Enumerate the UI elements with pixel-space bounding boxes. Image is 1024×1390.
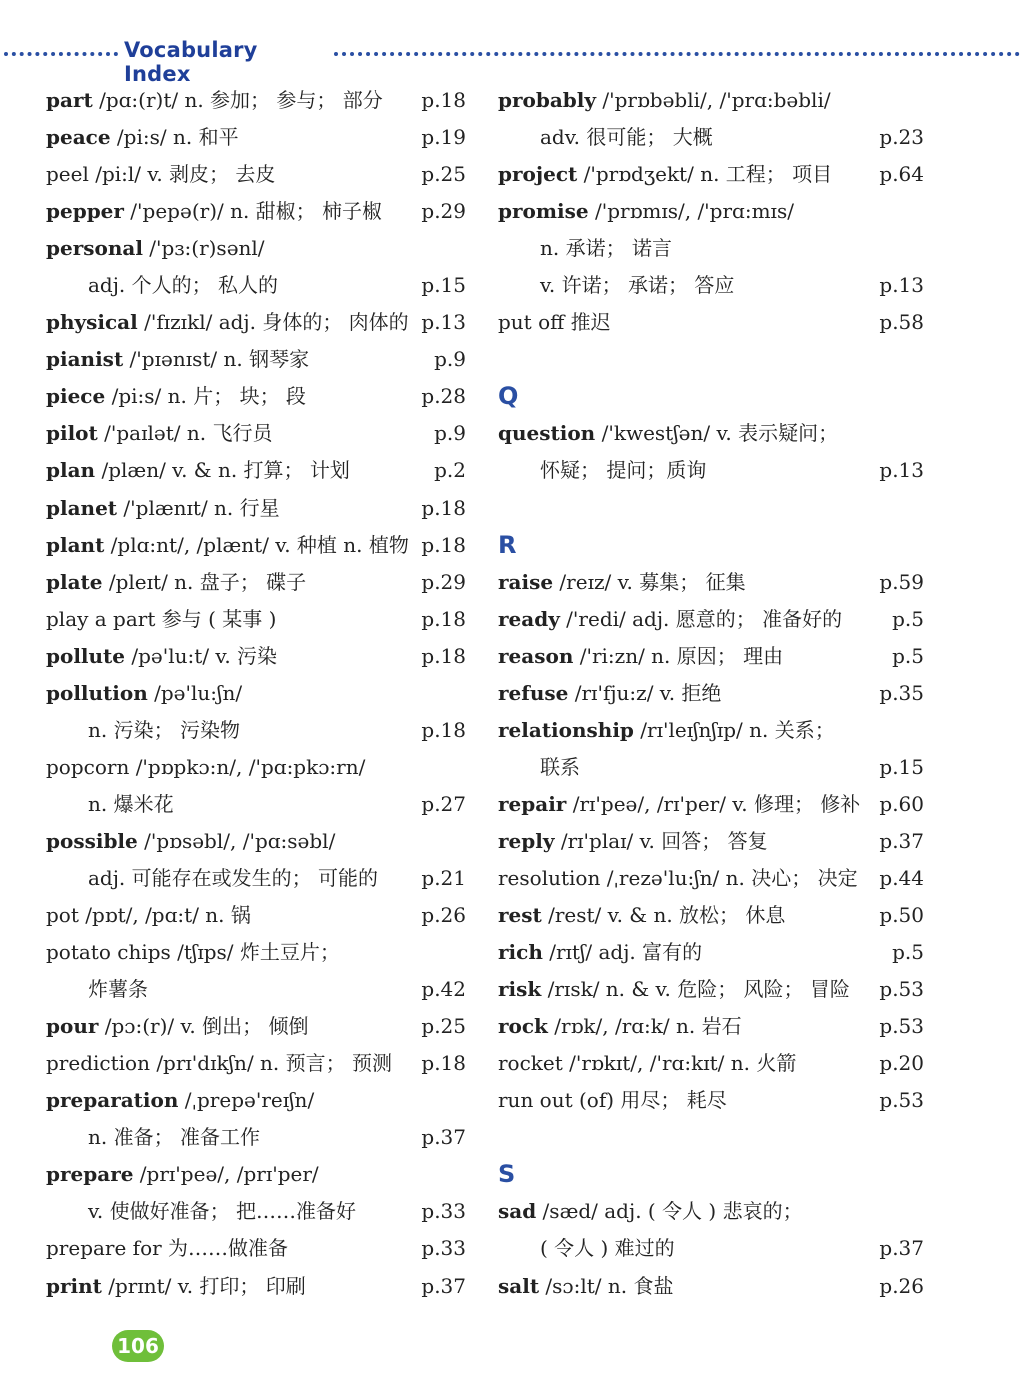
- page-reference: p.37: [421, 1273, 466, 1298]
- entry-text: [46, 1274, 306, 1298]
- vocab-entry: [498, 1268, 924, 1305]
- definition: /ˌprepə'reɪʃn/: [178, 1088, 315, 1113]
- vocab-entry: [498, 193, 924, 230]
- vocab-entry: [46, 601, 466, 638]
- vocab-entry: [46, 897, 466, 934]
- definition: /pɔ:(r)/ v. 倒出； 倾倒: [98, 1014, 309, 1039]
- entry-text: [498, 162, 832, 186]
- vocab-entry: [46, 1082, 466, 1119]
- vocab-entry: [46, 1156, 466, 1193]
- definition: n. 准备； 准备工作: [88, 1125, 260, 1150]
- definition: rocket /'rɒkɪt/, /'rɑ:kɪt/ n. 火箭: [498, 1051, 797, 1076]
- headword: plate: [46, 569, 103, 594]
- entry-text: [498, 570, 746, 594]
- definition: /'pepə(r)/ n. 甜椒； 柿子椒: [123, 199, 383, 224]
- headword: piece: [46, 384, 106, 409]
- vocab-entry: [498, 490, 924, 527]
- page-reference: p.9: [434, 421, 466, 446]
- entry-text: [46, 1088, 314, 1112]
- page-reference: p.29: [421, 199, 466, 224]
- definition: n. 承诺； 诺言: [540, 236, 672, 261]
- headword: raise: [498, 569, 554, 594]
- vocab-entry: [498, 860, 924, 897]
- page-reference: p.13: [879, 458, 924, 483]
- entry-text: [46, 310, 409, 334]
- definition: v. 许诺； 承诺； 答应: [540, 273, 735, 298]
- headword: risk: [498, 977, 542, 1002]
- entry-text: [498, 1014, 742, 1038]
- vocab-entry: [46, 490, 466, 527]
- entry-text: [498, 1088, 727, 1112]
- header-dotted-rule-left: [4, 52, 118, 56]
- headword: promise: [498, 199, 589, 224]
- entry-text: [498, 1236, 675, 1260]
- definition: /pə'lu:ʃn/: [147, 680, 243, 705]
- vocab-entry: [46, 1268, 466, 1305]
- entry-text: [498, 940, 702, 964]
- entry-text: [46, 792, 174, 816]
- vocab-entry: [498, 230, 924, 267]
- page-reference: p.53: [879, 1014, 924, 1039]
- headword: planet: [46, 495, 118, 520]
- vocab-entry: [498, 934, 924, 971]
- definition: /'ri:zn/ n. 原因； 理由: [573, 643, 784, 668]
- page-reference: p.60: [879, 791, 924, 816]
- vocab-entry: [46, 786, 466, 823]
- definition: adj. 可能存在或发生的； 可能的: [88, 865, 378, 890]
- definition: /prɪnt/ v. 打印； 印刷: [101, 1273, 306, 1298]
- vocab-entry: [46, 1230, 466, 1267]
- page-reference: p.26: [879, 1273, 924, 1298]
- entry-text: [46, 903, 251, 927]
- entry-text: [46, 458, 350, 482]
- vocab-entry: [498, 675, 924, 712]
- entry-text: [498, 421, 838, 445]
- vocab-entry: [498, 1008, 924, 1045]
- definition: /rest/ v. & n. 放松； 休息: [541, 903, 786, 928]
- entry-text: [46, 273, 278, 297]
- page-reference: p.44: [879, 865, 924, 890]
- vocab-entry: [498, 712, 924, 749]
- definition: run out (of) 用尽； 耗尽: [498, 1088, 727, 1113]
- entry-text: [498, 458, 706, 482]
- headword: reply: [498, 828, 555, 853]
- vocab-entry: [46, 82, 466, 119]
- entry-text: [498, 866, 858, 890]
- vocab-entry: [498, 1045, 924, 1082]
- vocab-entry: [498, 341, 924, 378]
- definition: v. 使做好准备； 把……准备好: [88, 1199, 356, 1224]
- definition: /prɪ'peə/, /prɪ'per/: [133, 1162, 319, 1187]
- vocab-entry: [46, 1008, 466, 1045]
- page-reference: p.29: [421, 569, 466, 594]
- headword: reason: [498, 643, 574, 668]
- definition: /'prɒmɪs/, /'prɑ:mɪs/: [588, 199, 794, 224]
- headword: question: [498, 421, 596, 446]
- entry-text: [46, 88, 383, 112]
- definition: /pleɪt/ n. 盘子； 碟子: [102, 569, 307, 594]
- vocab-entry: [498, 304, 924, 341]
- vocab-entry: [46, 304, 466, 341]
- page-reference: p.18: [421, 532, 466, 557]
- definition: /rɪsk/ n. & v. 危险； 风险； 冒险: [541, 977, 850, 1002]
- headword: part: [46, 88, 93, 112]
- page-reference: p.37: [879, 1236, 924, 1261]
- page-reference: p.23: [879, 125, 924, 150]
- definition: /'prɒbəbli/, /'prɑ:bəbli/: [596, 88, 831, 112]
- page-reference: p.33: [421, 1236, 466, 1261]
- page-reference: p.64: [879, 162, 924, 187]
- vocab-entry: [498, 564, 924, 601]
- page-reference: p.18: [421, 1051, 466, 1076]
- headword: refuse: [498, 680, 569, 705]
- page-reference: p.58: [879, 310, 924, 335]
- entry-text: [46, 570, 306, 594]
- vocab-entry: [46, 823, 466, 860]
- entry-text: [498, 310, 611, 334]
- definition: ( 令人 ) 难过的: [540, 1236, 675, 1261]
- page-reference: p.2: [434, 458, 466, 483]
- definition: /sæd/ adj. ( 令人 ) 悲哀的；: [536, 1199, 803, 1224]
- entry-text: [46, 718, 240, 742]
- entry-text: [498, 1051, 796, 1075]
- entry-text: [46, 681, 242, 705]
- entry-text: [498, 718, 835, 742]
- vocab-entry: [46, 193, 466, 230]
- definition: /'fɪzɪkl/ adj. 身体的； 肉体的: [137, 310, 409, 335]
- headword: sad: [498, 1199, 537, 1224]
- section-title: Vocabulary Index: [124, 38, 258, 86]
- page-reference: p.50: [879, 903, 924, 928]
- vocab-entry: [46, 971, 466, 1008]
- definition: /'pɪənɪst/ n. 钢琴家: [123, 347, 310, 372]
- entry-text: [46, 125, 239, 149]
- page-number-badge: 106: [112, 1330, 164, 1362]
- definition: /pi:s/ n. 和平: [110, 125, 239, 150]
- entry-text: [498, 236, 672, 260]
- entry-text: [498, 1199, 803, 1223]
- definition: prediction /prɪ'dɪkʃn/ n. 预言； 预测: [46, 1051, 392, 1076]
- vocab-entry: [46, 341, 466, 378]
- definition: potato chips /tʃɪps/ 炸土豆片；: [46, 940, 340, 965]
- entry-text: [498, 829, 768, 853]
- definition: /rɒk/, /rɑ:k/ n. 岩石: [547, 1014, 742, 1039]
- vocab-entry: [498, 1230, 924, 1267]
- definition: /pə'lu:t/ v. 污染: [125, 643, 278, 668]
- vocab-entry: [46, 934, 466, 971]
- entry-text: [46, 1014, 309, 1038]
- entry-text: [46, 236, 265, 260]
- entry-text: [498, 199, 794, 223]
- page-reference: p.18: [421, 643, 466, 668]
- page-reference: p.42: [421, 977, 466, 1002]
- vocab-entry: [498, 82, 924, 119]
- page-reference: p.19: [421, 125, 466, 150]
- definition: /rɪ'peə/, /rɪ'per/ v. 修理； 修补: [566, 791, 861, 816]
- vocab-entry: [46, 749, 466, 786]
- headword: print: [46, 1273, 102, 1298]
- entry-text: [498, 125, 713, 149]
- page-reference: p.53: [879, 1088, 924, 1113]
- entry-text: [46, 1051, 392, 1075]
- vocab-entry: [46, 638, 466, 675]
- definition: resolution /ˌrezə'lu:ʃn/ n. 决心； 决定: [498, 865, 858, 890]
- page-reference: p.18: [421, 717, 466, 742]
- headword: possible: [46, 828, 138, 853]
- vocab-entry: [498, 415, 924, 452]
- vocab-entry: [46, 1119, 466, 1156]
- definition: /reɪz/ v. 募集； 征集: [553, 569, 746, 594]
- vocab-entry: [46, 378, 466, 415]
- definition: /'pɒsəbl/, /'pɑ:səbl/: [137, 828, 336, 853]
- entry-text: [46, 644, 277, 668]
- definition: n. 爆米花: [88, 791, 174, 816]
- entry-text: [46, 199, 382, 223]
- letter-heading-label: Q: [498, 382, 519, 411]
- page-reference: p.21: [421, 865, 466, 890]
- definition: /rɪ'fju:z/ v. 拒绝: [568, 680, 722, 705]
- entry-text: [46, 162, 275, 186]
- vocab-entry: [498, 823, 924, 860]
- vocab-entry: [46, 860, 466, 897]
- headword: preparation: [46, 1088, 179, 1113]
- headword: pilot: [46, 421, 98, 446]
- vocab-entry: [498, 1082, 924, 1119]
- definition: popcorn /'pɒpkɔ:n/, /'pɑ:pkɔ:rn/: [46, 754, 366, 779]
- entry-text: [498, 755, 580, 779]
- page-reference: p.18: [421, 606, 466, 631]
- page-reference: p.15: [421, 273, 466, 298]
- definition: pot /pɒt/, /pɑ:t/ n. 锅: [46, 903, 251, 928]
- vocab-entry: [498, 156, 924, 193]
- definition: /sɔ:lt/ n. 食盐: [539, 1273, 674, 1298]
- definition: play a part 参与 ( 某事 ): [46, 606, 277, 631]
- vocab-entry: [46, 1045, 466, 1082]
- headword: rest: [498, 903, 542, 928]
- entry-text: [498, 903, 785, 927]
- definition: /'plænɪt/ n. 行星: [117, 495, 280, 520]
- entry-text: [46, 1199, 356, 1223]
- page-reference: p.25: [421, 1014, 466, 1039]
- headword: peace: [46, 125, 111, 150]
- definition: prepare for 为……做准备: [46, 1236, 289, 1261]
- headword: salt: [498, 1273, 540, 1298]
- page-reference: p.27: [421, 791, 466, 816]
- vocab-entry: [46, 156, 466, 193]
- headword: plan: [46, 458, 96, 483]
- entry-text: [46, 533, 409, 557]
- vocab-entry: [498, 897, 924, 934]
- headword: relationship: [498, 717, 634, 742]
- definition: /rɪ'plaɪ/ v. 回答； 答复: [554, 828, 768, 853]
- right-column: [498, 82, 924, 1305]
- left-column: [46, 82, 466, 1305]
- headword: plant: [46, 532, 105, 557]
- definition: put off 推迟: [498, 310, 611, 335]
- page-reference: p.35: [879, 680, 924, 705]
- headword: pollute: [46, 643, 126, 668]
- page-reference: p.18: [421, 88, 466, 112]
- headword: personal: [46, 236, 143, 261]
- definition: adj. 个人的； 私人的: [88, 273, 278, 298]
- entry-text: [498, 607, 842, 631]
- entry-text: [46, 755, 365, 779]
- entry-text: [46, 347, 309, 371]
- headword: project: [498, 162, 578, 187]
- entry-text: [498, 681, 721, 705]
- vocab-entry: [498, 971, 924, 1008]
- entry-text: [46, 607, 276, 631]
- definition: peel /pi:l/ v. 剥皮； 去皮: [46, 162, 276, 187]
- page-reference: p.28: [421, 384, 466, 409]
- vocab-entry: [498, 638, 924, 675]
- headword: prepare: [46, 1162, 134, 1187]
- vocab-entry: [46, 712, 466, 749]
- headword: pollution: [46, 680, 148, 705]
- definition: adv. 很可能； 大概: [540, 125, 713, 150]
- vocab-entry: [498, 749, 924, 786]
- page-reference: p.13: [421, 310, 466, 335]
- entry-text: [46, 1236, 288, 1260]
- entry-text: [46, 829, 335, 853]
- definition: /plæn/ v. & n. 打算； 计划: [95, 458, 350, 483]
- vocab-entry: [46, 675, 466, 712]
- definition: /plɑ:nt/, /plænt/ v. 种植 n. 植物: [104, 532, 409, 557]
- vocab-entry: [498, 1193, 924, 1230]
- vocab-entry: [498, 119, 924, 156]
- vocab-entry: [498, 452, 924, 489]
- headword: pour: [46, 1014, 99, 1039]
- vocab-entry: [498, 1119, 924, 1156]
- letter-heading: [498, 1156, 924, 1193]
- headword: pianist: [46, 347, 124, 372]
- entry-text: [46, 384, 306, 408]
- page-reference: p.15: [879, 754, 924, 779]
- definition: /pɑ:(r)t/ n. 参加； 参与； 部分: [92, 88, 383, 112]
- page-reference: p.25: [421, 162, 466, 187]
- definition: /'paɪlət/ n. 飞行员: [97, 421, 273, 446]
- page-reference: p.13: [879, 273, 924, 298]
- headword: ready: [498, 606, 560, 631]
- letter-heading: [498, 527, 924, 564]
- headword: pepper: [46, 199, 124, 224]
- entry-text: [498, 977, 850, 1001]
- entry-text: [46, 421, 272, 445]
- page-reference: p.9: [434, 347, 466, 372]
- vocab-entry: [46, 230, 466, 267]
- entry-text: [46, 866, 378, 890]
- definition: /'redi/ adj. 愿意的； 准备好的: [559, 606, 843, 631]
- entry-text: [46, 1162, 319, 1186]
- section-header: [0, 38, 1024, 86]
- definition: /'pɜ:(r)sənl/: [142, 236, 265, 261]
- definition: n. 污染； 污染物: [88, 717, 240, 742]
- page-reference: p.5: [892, 643, 924, 668]
- entry-text: [498, 792, 860, 816]
- page-reference: p.59: [879, 569, 924, 594]
- definition: 怀疑； 提问；质询: [540, 458, 707, 483]
- vocab-entry: [498, 786, 924, 823]
- definition: /pi:s/ n. 片； 块； 段: [105, 384, 306, 409]
- vocab-entry: [46, 527, 466, 564]
- vocab-entry: [46, 564, 466, 601]
- headword: probably: [498, 88, 597, 112]
- page-reference: p.18: [421, 495, 466, 520]
- page-reference: p.37: [879, 828, 924, 853]
- definition: 炸薯条: [88, 977, 148, 1002]
- definition: /'kwestʃən/ v. 表示疑问；: [595, 421, 839, 446]
- page-reference: p.53: [879, 977, 924, 1002]
- entry-text: [498, 273, 734, 297]
- vocab-entry: [46, 1193, 466, 1230]
- vocab-entry: [46, 415, 466, 452]
- page-reference: p.5: [892, 940, 924, 965]
- definition: /rɪtʃ/ adj. 富有的: [542, 940, 703, 965]
- page-reference: p.20: [879, 1051, 924, 1076]
- page-reference: p.33: [421, 1199, 466, 1224]
- headword: rich: [498, 940, 543, 965]
- page-reference: p.5: [892, 606, 924, 631]
- vocab-entry: [46, 267, 466, 304]
- entry-text: [46, 496, 280, 520]
- entry-text: [498, 644, 783, 668]
- headword: rock: [498, 1014, 548, 1039]
- vocab-entry: [498, 267, 924, 304]
- letter-heading-label: R: [498, 530, 517, 559]
- definition: 联系: [540, 754, 580, 779]
- entry-text: [46, 977, 148, 1001]
- header-dotted-rule-right: [334, 52, 1020, 56]
- page-reference: p.37: [421, 1125, 466, 1150]
- entry-text: [46, 1125, 260, 1149]
- vocab-entry: [46, 119, 466, 156]
- letter-heading: [498, 378, 924, 415]
- entry-text: [46, 940, 340, 964]
- entry-text: [498, 1274, 674, 1298]
- definition: /'prɒdʒekt/ n. 工程； 项目: [577, 162, 833, 187]
- entry-text: [498, 88, 831, 112]
- page-reference: p.26: [421, 903, 466, 928]
- headword: repair: [498, 791, 567, 816]
- definition: /rɪ'leɪʃnʃɪp/ n. 关系；: [633, 717, 835, 742]
- vocab-entry: [498, 601, 924, 638]
- headword: physical: [46, 310, 138, 335]
- letter-heading-label: S: [498, 1160, 516, 1189]
- vocab-entry: [46, 452, 466, 489]
